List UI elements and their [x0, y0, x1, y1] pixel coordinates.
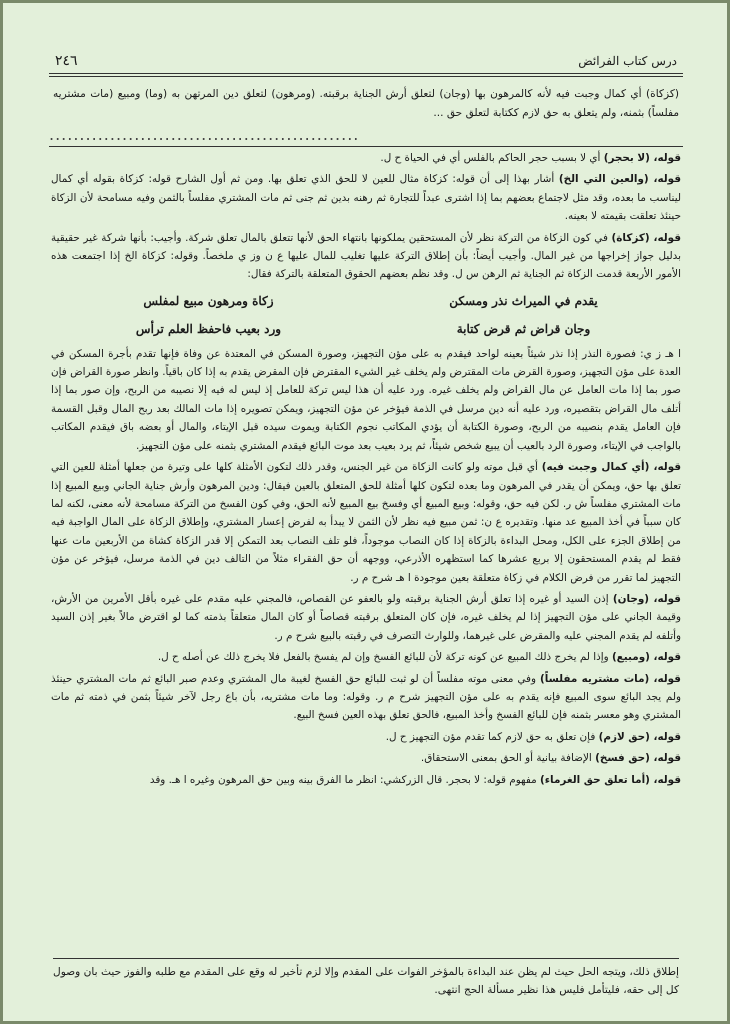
footnote-rule	[53, 958, 679, 959]
main-rule	[49, 146, 683, 147]
commentary-para: قوله، (والعين التي الخ) أشار بهذا إلى أن قوله: كزكاة مثال للعين لا للحق الذي تعلق بها. ومن ثم أول الشارح قوله: كزكاة بقوله أي كمال ليناسب ما بعده، وقد مثل لاجتماع بعضهم بما إذا اشترى عبداً للتجارة ثم رهنه بدين ثم جنى ثم مات المشتري مفلساً بالثمن وفيه مسامحة لأن الزكاة حينئذ تعلقت بقيمته لا بعينه.	[51, 173, 682, 223]
running-header	[49, 53, 683, 73]
commentary-para: قوله، (أما تعلق حق الغرماء) مفهوم قوله: لا بحجر. قال الزركشي: انظر ما الفرق بينه وبين حق المرهون وغيره ا هـ. وقد	[149, 773, 681, 786]
commentary-para: قوله، (ومبيع) وإذا لم يخرج ذلك المبيع عن كونه تركة لأن للبائع الفسخ وإن لم يفسخ بالفعل فلا يخرج ذلك عن أصله ح ل.	[157, 651, 681, 664]
footnote	[49, 952, 683, 999]
verse-hemistich: وجان قراض ثم قرض كتابة	[456, 322, 591, 337]
verse-hemistich: زكاة ومرهون مبيع لمفلس	[143, 293, 274, 308]
ellipsis-dots: ...................................................	[49, 125, 360, 144]
page-body	[49, 53, 683, 999]
commentary-para: قوله، (حق لازم) فإن تعلق به حق لازم كما تقدم مؤن التجهيز ح ل.	[385, 730, 681, 743]
commentary-para: قوله، (كزكاة) في كون الزكاة من التركة نظر لأن المستحقين يملكونها بانتهاء الحق لأنها تتعلق بالمال تعلق شركة. وأجيب: بأنها شركة غير حقيقية بدليل جواز إخراجها من غير المال. وأجيب أيضاً: بأن إطلاق التركة عليها تغليب للمال عليها ع ن وز ي ملخصاً. وقوله: كزكاة الخ إذا اجتمعت هذه الأمور الأربعة قدمت الزكاة ثم الجناية ثم الرهن س ل. وقد نظم بعضهم الحقوق المتعلقة بالتركة فقال:	[51, 231, 681, 281]
poem-verses	[51, 292, 681, 339]
commentary-para: قوله، (وجان) إذن السيد أو غيره إذا تعلق أرش الجناية برقبته ولو بالعفو عن القصاص، فالمجني عليه مقدم على غيره بأقل الأمرين من الأرش، وقيمة الجاني على مؤن التجهيز إذا لم يخلف غيره، فإن كان المتعلق برقبته قصاصاً أو كان المال متعلقاً بذمته كما لو اقترض مالاً بغير إذن السيد وأتلفه لم يقدم المجني عليه والمقرض على غيرهما، وللوارث التصرف في رقبته بالبيع شرح م ر.	[51, 592, 681, 642]
header-rule	[49, 73, 683, 77]
commentary	[49, 149, 683, 789]
main-text: (كزكاة) أي كمال وجبت فيه لأنه كالمرهون بها (وجان) لتعلق أرش الجناية برقبته. (ومرهون) لتعلق دين المرتهن به (وما) ومبيع (مات مشتريه مفلساً) بثمنه، ولم يتعلق به حق لازم ككتابة لتعلق حق ...	[53, 88, 679, 119]
commentary-para: قوله، (مات مشتريه مفلساً) وفي معنى موته مفلساً أن لو ثبت للبائع حق الفسخ لغيبة مال المشتري وعدم صبر البائع ثم مات المشتري حينئذ ولم يجد البائع سوى المبيع فإنه يقدم به على مؤن التجهيز شرح م ر. وقوله: وما مات مشتريه، بأن باع رجل لآخر شيئاً بثمن في ذمته ثم مات المشتري وهو معسر بثمنه فإن للبائع الفسخ وأخذ المبيع، فالحق تعلق بهذه العين فسخ البيع.	[51, 672, 681, 722]
commentary-para: ا هـ ز ي: فصورة النذر إذا نذر شيئاً بعينه لواحد فيقدم به على مؤن التجهيز، وصورة المسكن في المعتدة عن وفاة فإنها تقدم بأجرة المسكن في العدة على مؤن التجهيز، وصورة القرض مات المقترض ولم يخلف غير الشيء المقترض فإن المقرض يقدم به إذا كان باقياً. وانظر صورة القراض فإن صور بما إذا مات العامل عن مال القراض ولم يخلف غيره. ورد عليه أن هذا ليس تركة للعامل إذ ليس له فيه إلا نصيبه من الربح، وإن صور بما إذا أتلف مال القراض بتقصيره، ورد عليه أنه دين مرسل في الذمة فيؤخر عن مؤن التجهيز، ويمكن تصويره إذا مات المالك بعد ربح المال وقبل القسمة فإن العامل يقدم بنصيبه من الربح، وصورة الكتابة أن يؤدي المكاتب نجوم الكتابة ويموت سيده قبل الإيتاء، والمال أو بعضه باق فيقدم المكاتب بالواجب في الإيتاء، وصورة الرد بالعيب أن يبيع شخص شيئاً، ثم يرد بعيب بعد موت البائع فيقدم المشتري بثمنه على مؤن التجهيز.	[51, 347, 681, 452]
commentary-para: قوله، (أي كمال وجبت فيه) أي قبل موته ولو كانت الزكاة من غير الجنس، وقدر ذلك لتكون الأمثلة كلها على وتيرة من جعلها أمثلة للعين التي تعلق بها حق، ويمكن أن يقدر في المرهون وما بعده لتكون كلها أمثلة للحق المتعلق بالعين فيقال: ودين المرهون وأرش جناية الجاني وبيع المبيع إذا مات المشتري مفلساً ش ر. لكن فيه حق، وقوله: وبيع المبيع أي وفسخ بيع المبيع لأنه الحق، وفي كون الفسخ من التركة مسامحة لأنه معنى، لكنه لما كان سبباً في أخذ المبيع عد منها. وتقديره ع ن: ثمن مبيع فيه نظر لأن الثمن لا يبدأ به لفرض إعسار المشتري، وإطلاق الزكاة على المال الواجبة فيه من إطلاق الجزء على الكل، ومحل البداءة بالزكاة إذا كان النصاب موجوداً، فلو تلف النصاب بعد التمكن إلا قدر الزكاة كشاة من الأربعين مات عنها فقط لم يقدم المستحقون إلا بربع عشرها كما استظهره الأذرعي، ووجهه أن حق الفقراء مثلاً من التالف دين في الذمة مرسل، فيؤخر عن مؤن التجهيز لما تقرر من فرض الكلام في زكاة متعلقة بعين موجودة ا هـ شرح م ر.	[51, 461, 682, 584]
page-number: ٢٤٦	[55, 53, 78, 69]
verse-hemistich: ورد بعيب فاحفظ العلم ترأس	[135, 322, 282, 337]
commentary-para: قوله، (حق فسخ) الإضافة بيانية أو الحق بمعنى الاستحقاق.	[420, 752, 681, 765]
footnote-text: إطلاق ذلك، ويتجه الحل حيث لم يظن عند البداءة بالمؤخر الفوات على المقدم وإلا لزم تأخير له وقع على المقدم مع طلبه والفوز حيث بان وصول كل إلى حقه، فليتأمل فليس هذا نظير مسألة الحج انتهى.	[53, 966, 679, 996]
running-title: درس كتاب الفرائض	[578, 54, 677, 68]
verse-hemistich: يقدم في الميراث نذر ومسكن	[449, 293, 598, 308]
commentary-para: قوله، (لا بحجر) أي لا بسبب حجر الحاكم بالفلس أي في الحياة ح ل.	[380, 152, 681, 164]
